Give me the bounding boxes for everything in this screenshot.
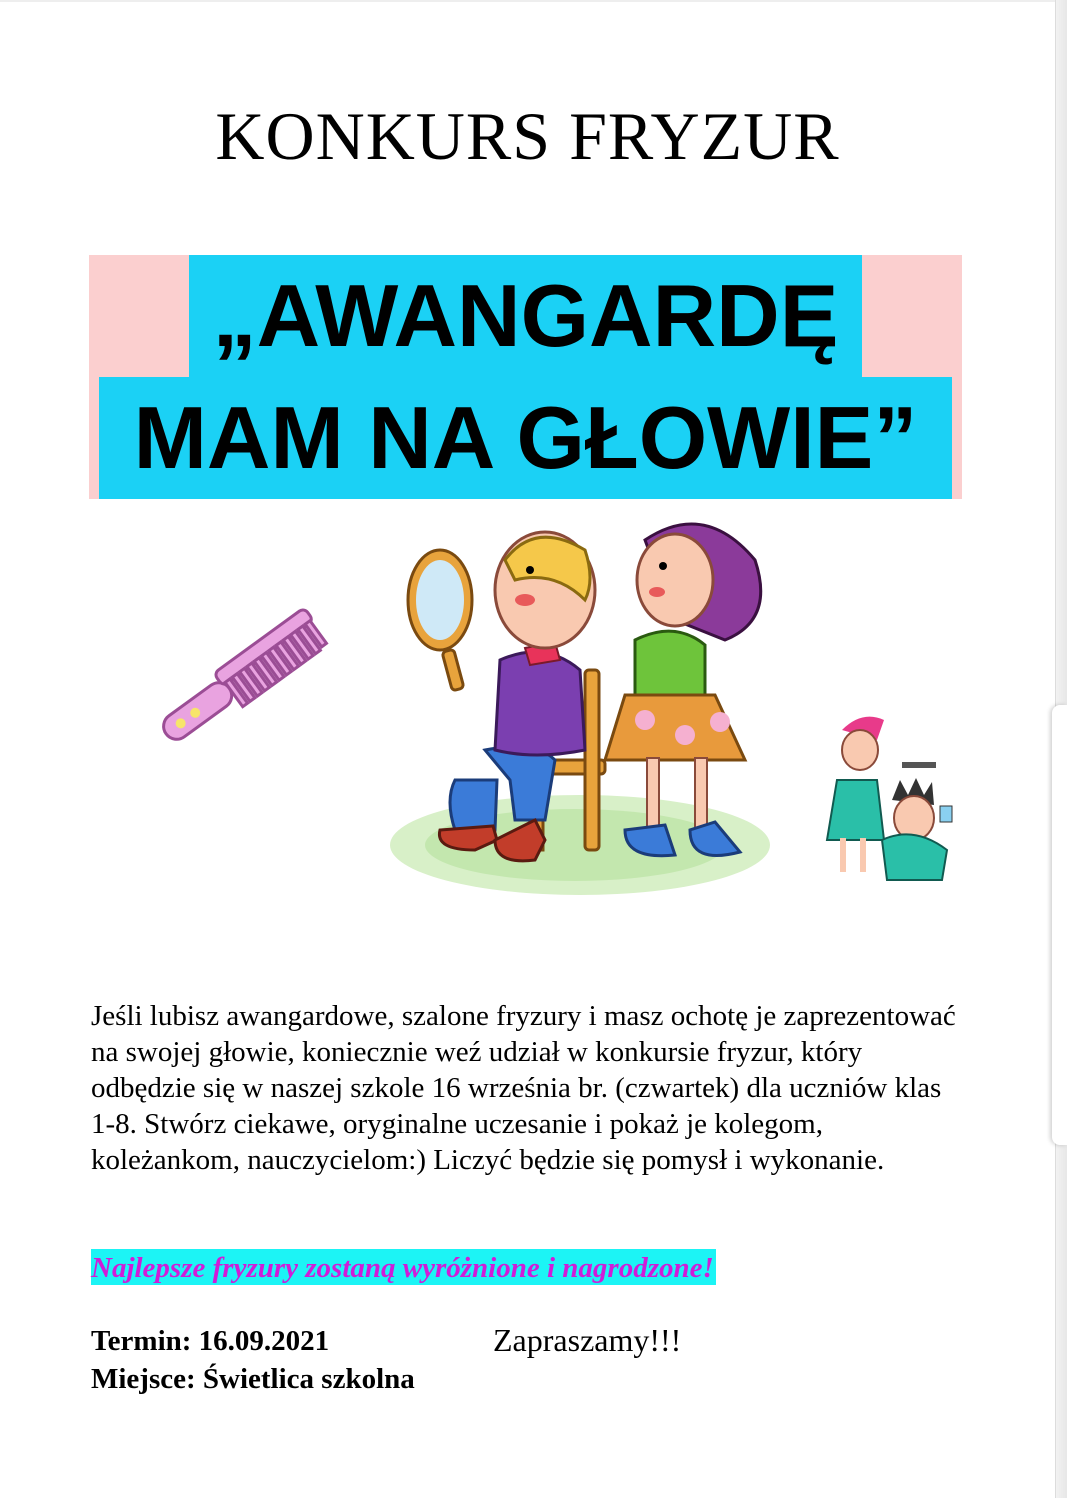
top-divider: [0, 0, 1055, 2]
invitation-text: Zapraszamy!!!: [493, 1322, 682, 1358]
event-place: Miejsce: Świetlica szkolna: [91, 1363, 415, 1395]
description-paragraph: Jeśli lubisz awangardowe, szalone fryzury i masz ochotę je zaprezentować na swojej głowie, koniecznie weź udział w konkursie fryzur, który odbędzie się w naszej szkole 16 września br. (czwartek) dla uczniów klas 1-8. Stwórz ciekawe, oryginalne uczesanie i pokaż je kolegom, koleżankom, nauczycielom:) Liczyć będzie się pomysł i wykonanie.: [91, 1000, 956, 1176]
hairdresser-cartoon-illustration: [822, 710, 962, 890]
banner-line-1: „AWANGARDĘ: [189, 255, 862, 377]
scroll-handle[interactable]: [1052, 705, 1067, 1145]
highlight-prize-text: Najlepsze fryzury zostaną wyróżnione i nagrodzone!: [91, 1249, 716, 1285]
comb-icon: [135, 590, 340, 760]
poster-title: KONKURS FRYZUR: [215, 98, 840, 174]
kids-hairdressing-illustration: [385, 500, 785, 900]
banner-line-2: MAM NA GŁOWIE”: [99, 377, 952, 499]
term-date: Termin: 16.09.2021: [91, 1325, 330, 1357]
